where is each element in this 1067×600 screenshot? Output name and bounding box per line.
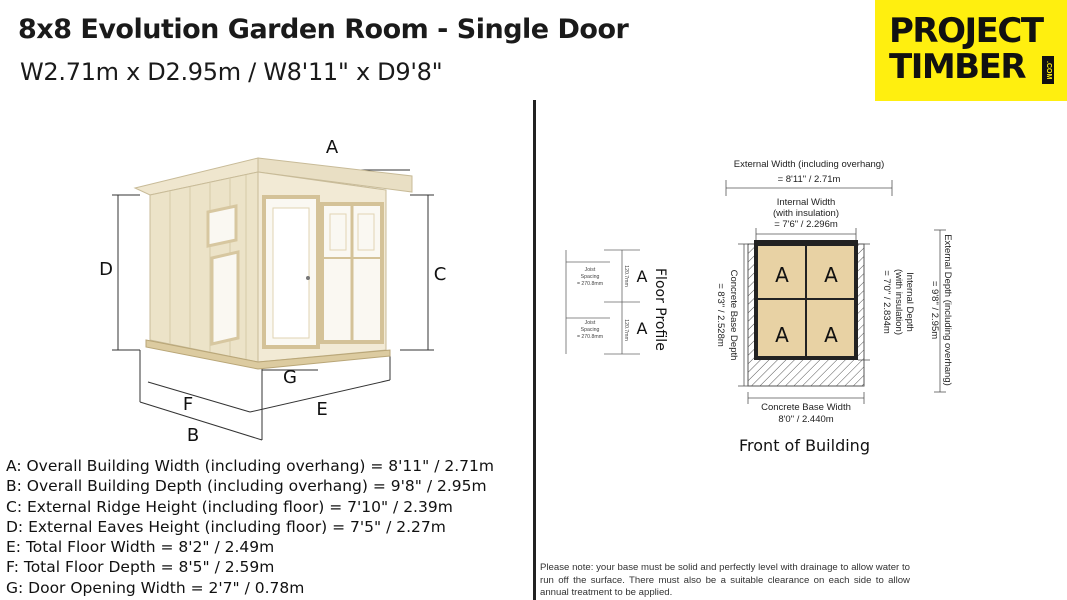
plan-panel-label-3: A [775,323,789,347]
concrete-width-label: Concrete Base Width [761,402,851,413]
external-width-value: = 8'11" / 2.71m [777,174,841,185]
legend-item: G: Door Opening Width = 2'7" / 0.78m [6,578,305,597]
concrete-depth-value: = 8'3" / 2.528m [715,283,726,347]
joist-height-2: 120.7mm [623,319,629,341]
door-handle [306,276,310,280]
logo-line-2: TIMBER [889,47,1025,87]
floor-plan-diagram [715,159,953,425]
dim-label-e: E [316,399,328,420]
logo-suffix: .COM [1042,56,1054,84]
page-subtitle: W2.71m x D2.95m / W8'11" x D9'8" [20,58,443,86]
external-width-label: External Width (including overhang) [733,159,885,170]
dim-label-b: B [186,425,200,446]
page-title: 8x8 Evolution Garden Room - Single Door [18,14,629,45]
floor-profile-label-a1: A [636,267,648,286]
dimension-legend [6,456,494,598]
legend-item: E: Total Floor Width = 8'2" / 2.49m [6,538,275,557]
external-depth-value: = 9'8" / 2.95m [929,280,940,340]
internal-width-label: Internal Width [776,197,836,208]
logo-line-1: PROJECT [889,11,1043,51]
plan-panel-label-1: A [775,263,789,287]
joist-label-1a: Joist [584,267,596,273]
plan-panel-label-4: A [824,323,838,347]
joist-height-1: 120.7mm [623,265,629,287]
internal-depth-label: Internal Depth [904,272,915,332]
floor-profile-diagram [566,250,668,354]
joist-label-2b: Spacing [580,327,600,333]
joist-label-2c: = 270.8mm [576,334,604,340]
legend-item: A: Overall Building Width (including overhang) = 8'11" / 2.71m [6,457,494,475]
floor-profile-title: Floor Profile [652,268,668,351]
internal-depth-sub: (with insulation) [893,269,904,335]
internal-depth-value: = 7'0" / 2.834m [881,270,892,334]
side-window-bottom [212,252,238,344]
dim-label-d: D [99,259,113,280]
plan-panel-label-2: A [824,263,838,287]
joist-label-1c: = 270.8mm [576,281,604,287]
joist-label-1b: Spacing [580,274,600,280]
dim-label-a: A [325,137,339,158]
building-illustration [112,158,434,440]
external-depth-label: External Depth (including overhang) [942,234,953,386]
concrete-depth-label: Concrete Base Depth [728,269,739,361]
side-window-top [208,206,236,246]
dim-label-g: G [283,367,297,388]
front-of-building-label: Front of Building [739,436,870,455]
dim-label-c: C [433,264,447,285]
dim-label-f: F [182,394,194,415]
door-glass [273,208,309,338]
legend-item: F: Total Floor Depth = 8'5" / 2.59m [6,558,275,577]
legend-item: D: External Eaves Height (including floor) = 7'5" / 2.27m [6,517,446,536]
side-wall [150,172,258,362]
joist-label-2a: Joist [584,320,596,326]
internal-width-value: = 7'6" / 2.296m [774,219,838,230]
floor-profile-label-a2: A [636,319,648,338]
legend-item: B: Overall Building Depth (including overhang) = 9'8" / 2.95m [6,477,487,496]
concrete-width-value: 8'0" / 2.440m [778,414,834,425]
legend-item: C: External Ridge Height (including floor) = 7'10" / 2.39m [6,497,453,516]
base-note: Please note: your base must be solid and perfectly level with drainage to allow water to run off the surface. There must also be a suitable clearance on each side to allow annual treatment to be applied. [540,562,910,598]
internal-width-sub: (with insulation) [773,208,839,219]
